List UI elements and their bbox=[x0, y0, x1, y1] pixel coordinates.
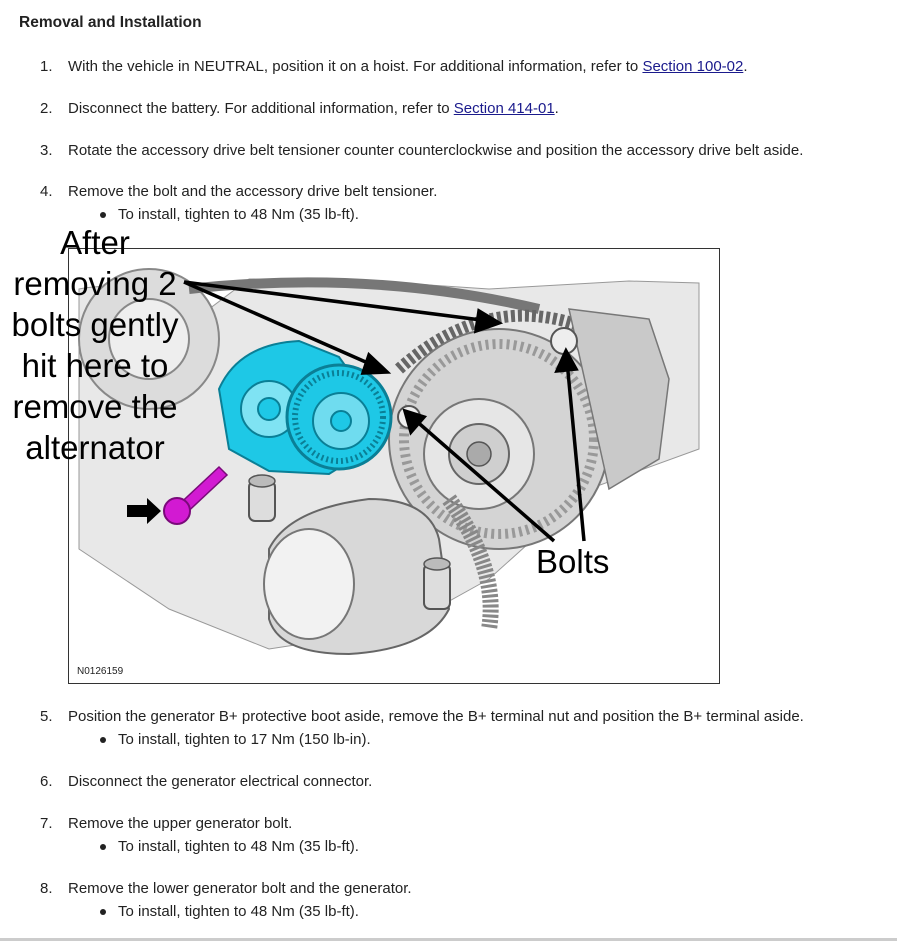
section-414-01-link[interactable]: Section 414-01 bbox=[453, 100, 555, 117]
note-text: To install, tighten to 48 Nm (35 lb-ft). bbox=[118, 838, 359, 855]
step-text-end: . bbox=[554, 100, 559, 117]
step-number: 7. bbox=[40, 815, 53, 832]
step-number: 2. bbox=[40, 100, 53, 117]
annotation-line: bolts gently bbox=[11, 306, 179, 343]
step-text: Remove the lower generator bolt and the generator. bbox=[68, 880, 412, 897]
step-text: Remove the bolt and the accessory drive belt tensioner. bbox=[68, 183, 438, 200]
annotation-line: removing 2 bbox=[13, 265, 177, 302]
step-text-body: With the vehicle in NEUTRAL, position it on a hoist. For additional information, refer to bbox=[68, 58, 643, 75]
step-text: Remove the upper generator bolt. bbox=[68, 815, 293, 832]
step-text: Position the generator B+ protective boot aside, remove the B+ terminal nut and position the B+ terminal aside. bbox=[68, 708, 804, 725]
annotation-line: hit here to bbox=[21, 347, 169, 384]
step-number: 1. bbox=[40, 58, 53, 75]
alternator-removal-annotation bbox=[0, 222, 190, 468]
annotation-line: After bbox=[60, 224, 130, 261]
step-number: 4. bbox=[40, 183, 53, 200]
step-number: 3. bbox=[40, 142, 53, 159]
bullet-icon bbox=[100, 737, 106, 743]
annotation-line: alternator bbox=[25, 429, 165, 466]
bullet-icon bbox=[100, 844, 106, 850]
bullet-icon bbox=[100, 212, 106, 218]
section-heading: Removal and Installation bbox=[19, 14, 202, 31]
step-text: Rotate the accessory drive belt tensioner counter counterclockwise and position the accessory drive belt aside. bbox=[68, 142, 804, 159]
bolts-annotation: Bolts bbox=[536, 543, 610, 580]
step-number: 6. bbox=[40, 773, 53, 790]
annotation-line: remove the bbox=[12, 388, 178, 425]
step-text: Disconnect the generator electrical connector. bbox=[68, 773, 373, 790]
note-text: To install, tighten to 48 Nm (35 lb-ft). bbox=[118, 206, 359, 223]
section-100-02-link[interactable]: Section 100-02 bbox=[642, 58, 744, 75]
step-number: 5. bbox=[40, 708, 53, 725]
step-text bbox=[68, 58, 748, 76]
step-number: 8. bbox=[40, 880, 53, 897]
step-text-end: . bbox=[743, 58, 748, 75]
note-text: To install, tighten to 17 Nm (150 lb-in). bbox=[118, 731, 371, 748]
figure-id: N0126159 bbox=[77, 666, 124, 677]
bullet-icon bbox=[100, 909, 106, 915]
step-text bbox=[68, 100, 559, 118]
step-text-body: Disconnect the battery. For additional information, refer to bbox=[68, 100, 454, 117]
note-text: To install, tighten to 48 Nm (35 lb-ft). bbox=[118, 903, 359, 920]
